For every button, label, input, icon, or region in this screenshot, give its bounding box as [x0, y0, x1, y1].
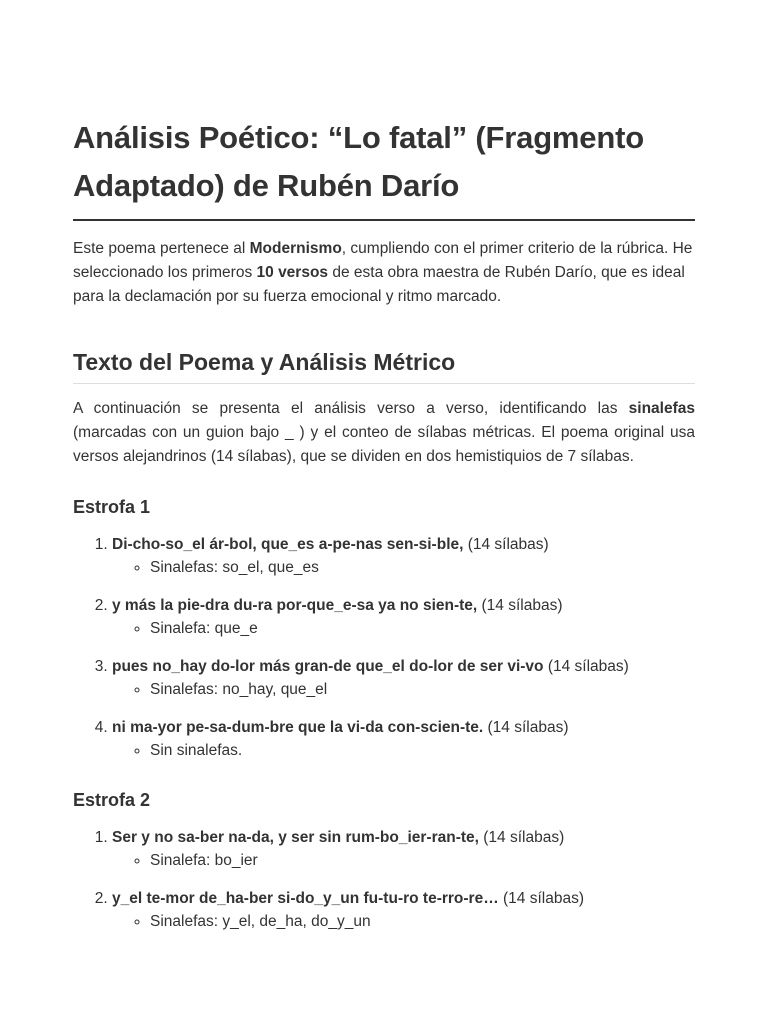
verse-text: Di-cho-so_el ár-bol, que_es a-pe-nas sen-si-ble, [112, 536, 464, 553]
sinalefa-note: ◦ Sinalefas: no_hay, que_el [150, 678, 695, 701]
section-divider [73, 383, 695, 384]
sinalefa-note: ◦ Sinalefa: que_e [150, 617, 695, 640]
section-heading: Texto del Poema y Análisis Métrico [73, 349, 456, 375]
intro-bold-movement: Modernismo [249, 240, 342, 257]
intro-text-2: , cumpliendo con el primer criterio de la rúbrica. He seleccionado los primeros [73, 240, 693, 281]
syllable-count: (14 sílabas) [498, 890, 584, 907]
verse-text: y_el te-mor de_ha-ber si-do_y_un fu-tu-ro te-rro-re… [112, 890, 499, 907]
stanza-heading-1: Estrofa 1 [73, 497, 151, 517]
syllable-count: (14 sílabas) [483, 719, 569, 736]
analysis-bold-sinalefas: sinalefas [628, 400, 695, 417]
sinalefa-note: ◦ Sin sinalefas. [150, 739, 695, 762]
verse-list-stanza-2 [73, 826, 695, 933]
verse-item [112, 594, 695, 640]
sinalefa-list [112, 910, 695, 933]
title-divider [73, 219, 695, 221]
page-title: Análisis Poético: “Lo fatal” (Fragmento Adaptado) de Rubén Darío [73, 120, 644, 203]
verse-text: pues no_hay do-lor más gran-de que_el do-lor de ser vi-vo [112, 658, 544, 675]
verse-text: Ser y no sa-ber na-da, y ser sin rum-bo_ier-ran-te, [112, 829, 479, 846]
sinalefa-note: ◦ Sinalefas: so_el, que_es [150, 556, 695, 579]
verse-item [112, 887, 695, 933]
syllable-count: (14 sílabas) [477, 597, 563, 614]
sinalefa-list [112, 556, 695, 579]
syllable-count: (14 sílabas) [478, 829, 565, 846]
sinalefa-note: ◦ Sinalefa: bo_ier [150, 849, 695, 872]
intro-text-3: de esta obra maestra de Rubén Darío, que es ideal para la declamación por su fuerza emocional y ritmo marcado. [73, 264, 685, 305]
verse-text: y más la pie-dra du-ra por-que_e-sa ya no sien-te, [112, 597, 478, 614]
verse-item [112, 716, 695, 762]
sinalefa-list [112, 678, 695, 701]
sinalefa-list [112, 739, 695, 762]
sinalefa-list [112, 849, 695, 872]
verse-text: ni ma-yor pe-sa-dum-bre que la vi-da con-scien-te. [112, 719, 484, 736]
verse-list-stanza-1 [73, 533, 695, 762]
syllable-count: (14 sílabas) [543, 658, 629, 675]
analysis-text-2: (marcadas con un guion bajo _ ) y el conteo de sílabas métricas. El poema original usa versos alejandrinos (14 sílabas), que se dividen en dos hemistiquios de 7 sílabas. [73, 424, 695, 465]
verse-item [112, 533, 695, 579]
verse-item [112, 655, 695, 701]
intro-text-1: Este poema pertenece al [73, 240, 250, 257]
analysis-text-1: A continuación se presenta el análisis verso a verso, identificando las [73, 400, 629, 417]
sinalefa-note: ◦ Sinalefas: y_el, de_ha, do_y_un [150, 910, 695, 933]
intro-bold-verse-count: 10 versos [256, 264, 329, 281]
verse-item [112, 826, 695, 872]
syllable-count: (14 sílabas) [463, 536, 549, 553]
stanza-heading-2: Estrofa 2 [73, 790, 151, 810]
analysis-intro-paragraph [73, 397, 695, 469]
intro-paragraph [73, 237, 695, 309]
sinalefa-list [112, 617, 695, 640]
